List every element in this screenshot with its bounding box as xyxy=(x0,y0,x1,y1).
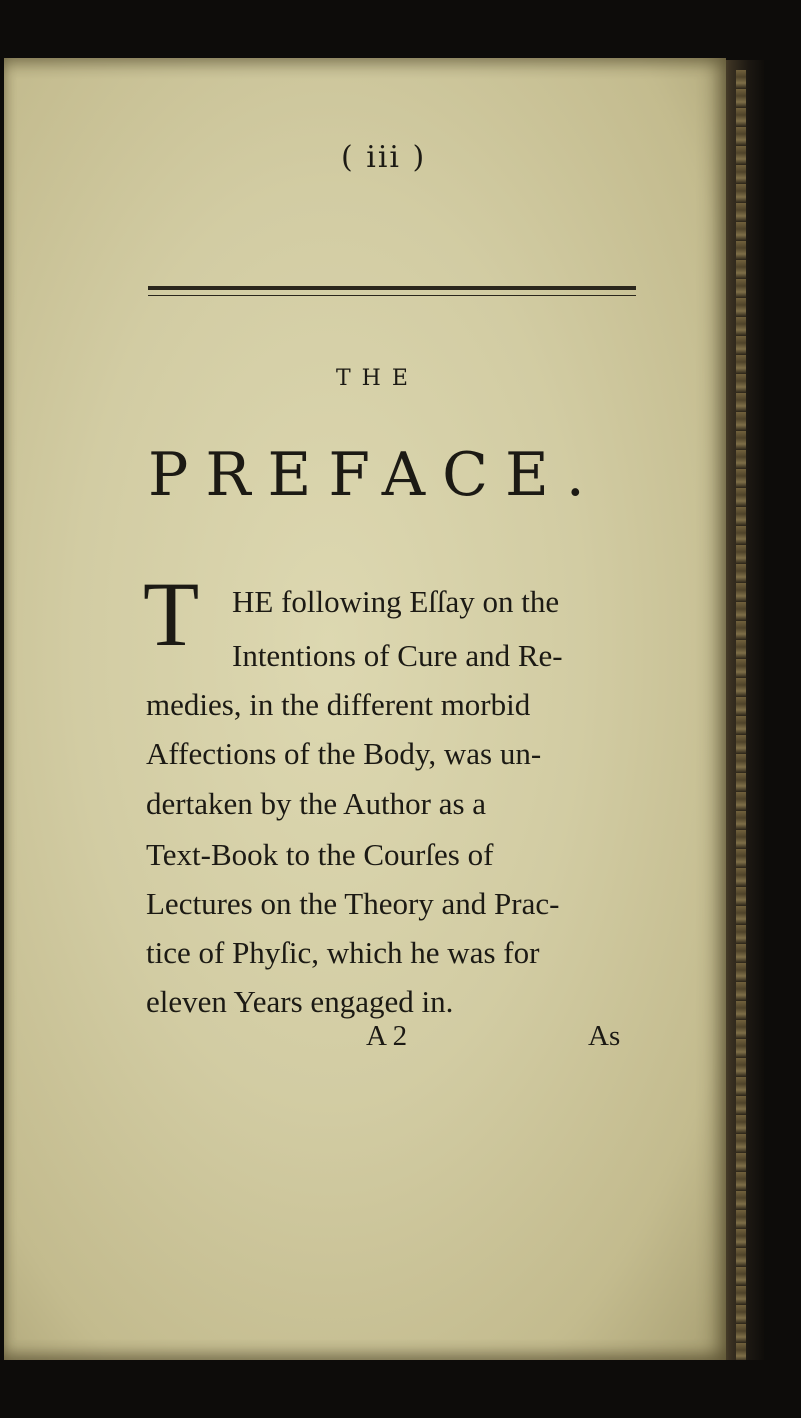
body-line: HE following Eſſay on the xyxy=(232,584,560,619)
body-line: Affections of the Body, was un- xyxy=(146,736,542,771)
drop-cap: T xyxy=(143,563,200,665)
body-line: dertaken by the Author as a xyxy=(146,786,487,821)
body-line: medies, in the different morbid xyxy=(146,687,531,722)
body-line: Intentions of Cure and Re- xyxy=(232,638,563,673)
header-rule-thick xyxy=(148,286,636,290)
preface-heading: PREFACE. xyxy=(148,440,602,510)
header-rule-thin xyxy=(148,295,636,296)
the-label: THE xyxy=(336,366,419,391)
page-edges xyxy=(736,70,746,1360)
body-line: tice of Phyſic, which he was for xyxy=(146,935,540,970)
catchword: As xyxy=(588,1020,621,1052)
page-folio: ( iii ) xyxy=(341,140,427,175)
body-line: eleven Years engaged in. xyxy=(146,984,454,1019)
signature-mark: A 2 xyxy=(366,1020,408,1052)
body-line: Lectures on the Theory and Prac- xyxy=(146,886,560,921)
body-line: Text-Book to the Courſes of xyxy=(146,837,494,872)
